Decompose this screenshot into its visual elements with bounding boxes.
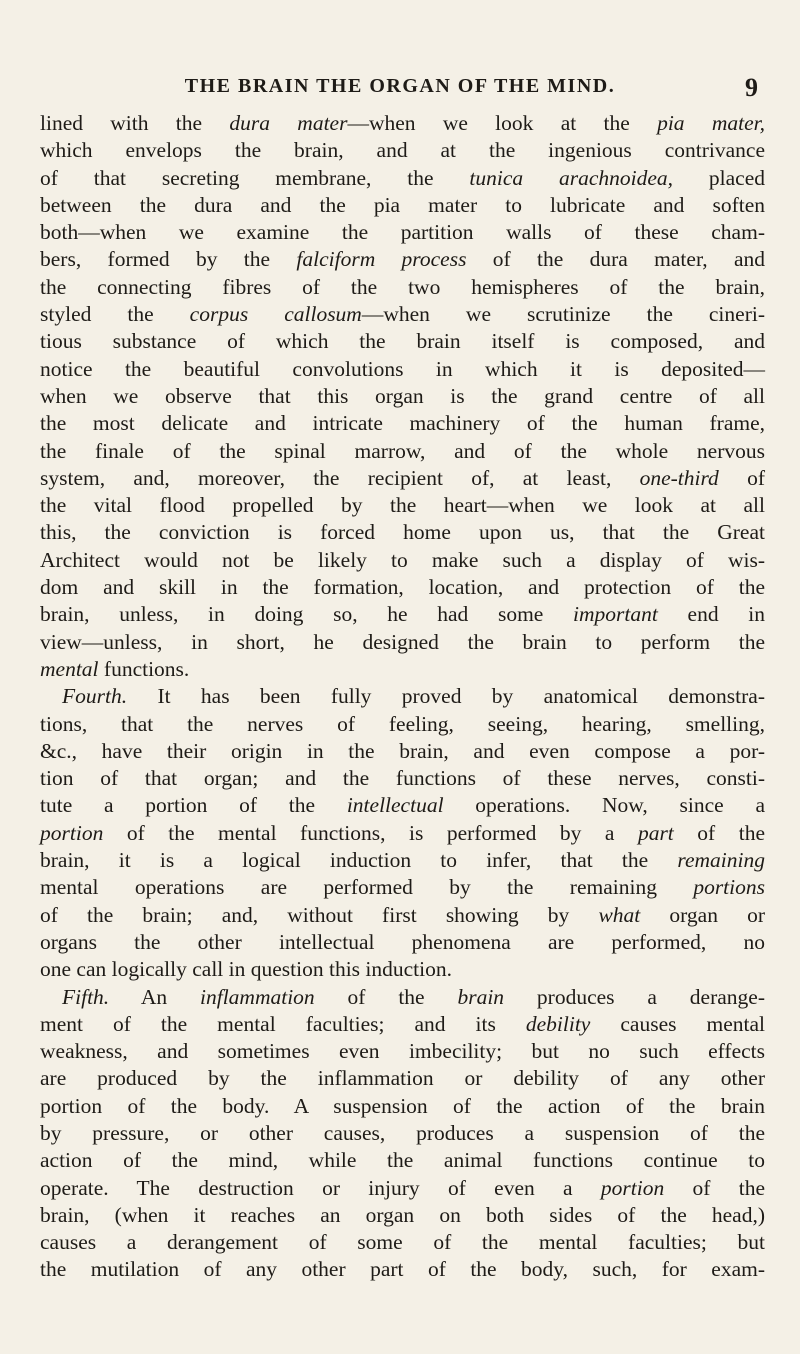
text-line bbox=[40, 383, 765, 410]
text-line bbox=[40, 519, 765, 546]
body-text bbox=[40, 110, 765, 1284]
text-line bbox=[40, 1038, 765, 1065]
text-run: Architect would not be likely to make such a display of wis- bbox=[40, 547, 765, 572]
italic-text: intellectual bbox=[346, 793, 444, 818]
text-line bbox=[40, 274, 765, 301]
text-run: organs the other intellectual phenomena are performed, no bbox=[40, 929, 765, 954]
text-run: styled the bbox=[40, 302, 190, 327]
text-run: notice the beautiful convolutions in which it is deposited— bbox=[40, 356, 765, 381]
text-run: organ or bbox=[640, 902, 765, 927]
italic-text: tunica arachnoidea, bbox=[469, 165, 674, 190]
text-run: operations. Now, since a bbox=[443, 793, 765, 818]
text-line bbox=[40, 301, 765, 328]
text-line bbox=[40, 246, 765, 273]
text-line bbox=[40, 629, 765, 656]
text-line bbox=[40, 792, 765, 819]
text-line bbox=[40, 984, 765, 1011]
text-line bbox=[40, 1011, 765, 1038]
text-run: produces a derange- bbox=[504, 984, 765, 1009]
text-run: the finale of the spinal marrow, and of the whole nervous bbox=[40, 438, 765, 463]
text-run: the mutilation of any other part of the body, such, for exam- bbox=[40, 1257, 765, 1282]
text-run: —when we scrutinize the cineri- bbox=[361, 302, 765, 327]
text-run: of the brain; and, without first showing by bbox=[40, 902, 599, 927]
italic-text: corpus callosum bbox=[189, 302, 362, 327]
text-line bbox=[40, 492, 765, 519]
italic-text: portion bbox=[40, 820, 104, 845]
text-run: system, and, moreover, the recipient of, at least, bbox=[40, 465, 640, 490]
italic-text: important bbox=[573, 602, 658, 627]
text-run: end in bbox=[657, 602, 765, 627]
text-run: this, the conviction is forced home upon us, that the Great bbox=[40, 520, 765, 545]
text-line bbox=[40, 1147, 765, 1174]
text-run: lined with the bbox=[40, 111, 230, 135]
text-line bbox=[40, 438, 765, 465]
text-run: of the bbox=[314, 984, 458, 1009]
text-line bbox=[40, 574, 765, 601]
text-line bbox=[40, 1093, 765, 1120]
italic-text: mental bbox=[40, 656, 99, 681]
text-run: &c., have their origin in the brain, and even compose a por- bbox=[40, 738, 765, 763]
italic-text: part bbox=[637, 820, 674, 845]
italic-text: debility bbox=[525, 1011, 591, 1036]
running-head: THE BRAIN THE ORGAN OF THE MIND. bbox=[184, 75, 616, 97]
text-line bbox=[40, 738, 765, 765]
italic-text: portion bbox=[600, 1175, 665, 1200]
text-line bbox=[40, 465, 765, 492]
text-line bbox=[40, 1202, 765, 1229]
text-line bbox=[40, 1120, 765, 1147]
text-run: the connecting fibres of the two hemispheres of the brain, bbox=[40, 274, 765, 299]
text-run: causes mental bbox=[590, 1011, 765, 1036]
text-line bbox=[40, 110, 765, 137]
page-header bbox=[40, 73, 760, 103]
text-run: ment of the mental faculties; and its bbox=[40, 1011, 526, 1036]
text-line bbox=[40, 683, 765, 710]
text-line bbox=[40, 137, 765, 164]
text-run: one can logically call in question this induction. bbox=[40, 957, 452, 982]
italic-text: brain bbox=[457, 984, 505, 1009]
text-run: the vital flood propelled by the heart—when we look at all bbox=[40, 493, 765, 518]
italic-text: falciform process bbox=[296, 247, 467, 272]
text-line bbox=[40, 847, 765, 874]
text-run: of the dura mater, and bbox=[466, 247, 766, 272]
text-line bbox=[40, 328, 765, 355]
text-line bbox=[40, 1229, 765, 1256]
text-run: of that secreting membrane, the bbox=[40, 165, 470, 190]
text-line bbox=[40, 192, 765, 219]
text-line bbox=[40, 356, 765, 383]
text-run: weakness, and sometimes even imbecility; but no such effects bbox=[40, 1039, 765, 1064]
text-run: tute a portion of the bbox=[40, 793, 347, 818]
italic-text: dura mater bbox=[229, 111, 348, 135]
text-run: tions, that the nerves of feeling, seeing, hearing, smelling, bbox=[40, 711, 765, 736]
text-run: are produced by the inflammation or debility of any other bbox=[40, 1066, 765, 1091]
text-run: the most delicate and intricate machinery of the human frame, bbox=[40, 411, 765, 436]
text-line bbox=[40, 547, 765, 574]
text-run: brain, it is a logical induction to infer, that the bbox=[40, 848, 678, 873]
text-run: —when we look at the bbox=[347, 111, 658, 135]
text-run: when we observe that this organ is the grand centre of all bbox=[40, 383, 765, 408]
text-line bbox=[40, 765, 765, 792]
text-line bbox=[40, 874, 765, 901]
text-line bbox=[40, 929, 765, 956]
text-line bbox=[40, 1175, 765, 1202]
text-line bbox=[40, 219, 765, 246]
text-run: It has been fully proved by anatomical demonstra- bbox=[127, 684, 765, 709]
italic-text: inflammation bbox=[200, 984, 315, 1009]
text-line bbox=[40, 165, 765, 192]
text-run: tious substance of which the brain itself is composed, and bbox=[40, 329, 765, 354]
text-line bbox=[40, 410, 765, 437]
text-line bbox=[40, 902, 765, 929]
italic-text: pia mater, bbox=[657, 111, 765, 135]
page-number: 9 bbox=[745, 73, 758, 102]
text-run: operate. The destruction or injury of even a bbox=[40, 1175, 601, 1200]
text-run: An bbox=[109, 984, 201, 1009]
text-line bbox=[40, 820, 765, 847]
italic-text: remaining bbox=[677, 848, 765, 873]
text-run: mental operations are performed by the remaining bbox=[40, 875, 694, 900]
text-run: brain, unless, in doing so, he had some bbox=[40, 602, 574, 627]
text-run: between the dura and the pia mater to lubricate and soften bbox=[40, 192, 765, 217]
text-run: placed bbox=[673, 165, 765, 190]
text-run: portion of the body. A suspension of the action of the brain bbox=[40, 1093, 765, 1118]
text-run: brain, (when it reaches an organ on both sides of the head,) bbox=[40, 1202, 765, 1227]
text-run: by pressure, or other causes, produces a suspension of the bbox=[40, 1120, 765, 1145]
text-run: functions. bbox=[98, 656, 190, 681]
italic-text: portions bbox=[693, 875, 765, 900]
italic-text: Fifth. bbox=[62, 984, 110, 1009]
text-run: of the mental functions, is performed by a bbox=[103, 820, 638, 845]
text-run: dom and skill in the formation, location, and protection of the bbox=[40, 575, 765, 600]
text-line bbox=[40, 711, 765, 738]
italic-text: what bbox=[598, 902, 641, 927]
text-run: both—when we examine the partition walls of these cham- bbox=[40, 220, 765, 245]
text-run: action of the mind, while the animal functions continue to bbox=[40, 1148, 765, 1173]
italic-text: one-third bbox=[639, 465, 719, 490]
italic-text: Fourth. bbox=[62, 684, 128, 709]
text-line bbox=[40, 656, 765, 683]
text-line bbox=[40, 1256, 765, 1283]
text-run: bers, formed by the bbox=[40, 247, 297, 272]
text-run: of the bbox=[673, 820, 765, 845]
text-run: of the bbox=[664, 1175, 765, 1200]
text-run: of bbox=[718, 465, 765, 490]
text-run: which envelops the brain, and at the ingenious contrivance bbox=[40, 138, 765, 163]
text-line bbox=[40, 956, 765, 983]
text-line bbox=[40, 601, 765, 628]
text-run: view—unless, in short, he designed the brain to perform the bbox=[40, 629, 765, 654]
text-run: causes a derangement of some of the mental faculties; but bbox=[40, 1230, 765, 1255]
text-line bbox=[40, 1065, 765, 1092]
text-run: tion of that organ; and the functions of these nerves, consti- bbox=[40, 766, 765, 791]
